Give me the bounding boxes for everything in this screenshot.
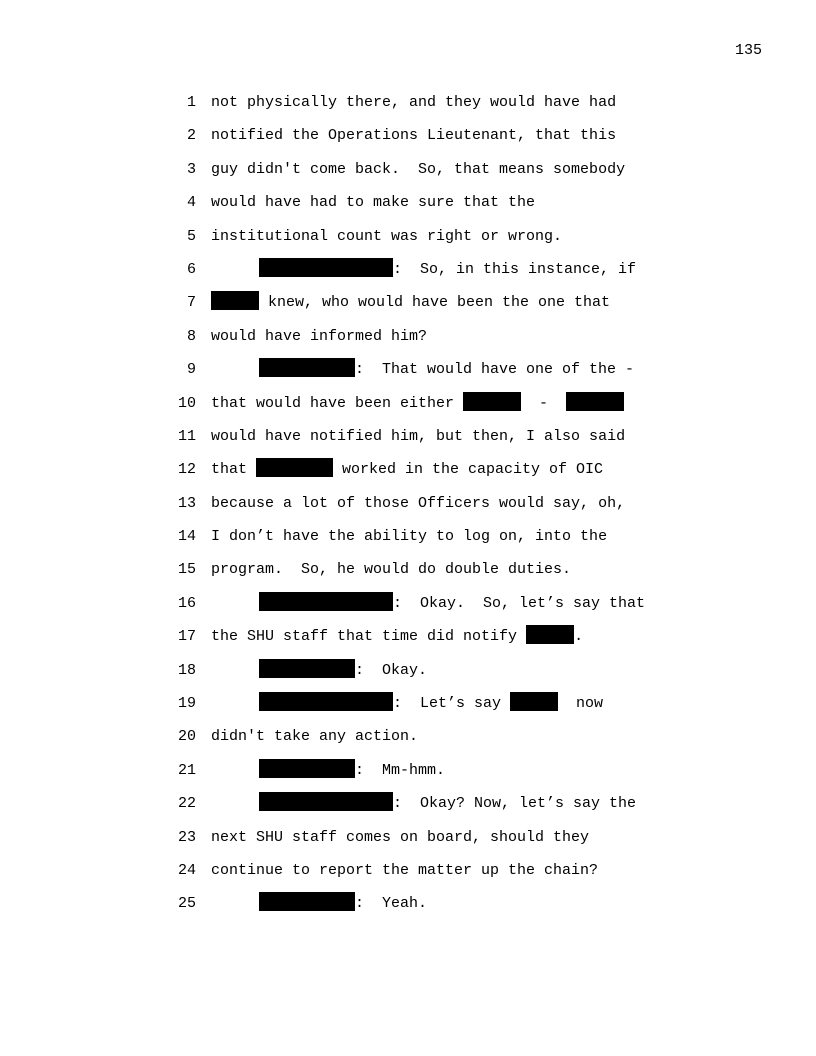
- line-text: [211, 290, 610, 316]
- line-number: 25: [177, 895, 196, 913]
- line-text: [211, 391, 624, 417]
- transcript-line: [0, 524, 816, 557]
- line-text: [211, 624, 583, 650]
- line-number: 21: [177, 761, 196, 779]
- text-segment: next SHU staff comes on board, should they: [211, 828, 590, 846]
- page-number: 135: [734, 42, 762, 59]
- transcript-line: [0, 457, 816, 490]
- redaction-box: [566, 392, 624, 411]
- text-segment: didn't take any action.: [211, 728, 419, 746]
- transcript-line: [0, 357, 816, 390]
- text-segment: because a lot of those Officers would say, oh,: [211, 494, 626, 512]
- text-segment: would have had to make sure that the: [211, 194, 536, 212]
- line-number: 11: [177, 427, 196, 445]
- transcript-line: [0, 624, 816, 657]
- text-segment: guy didn't come back. So, that means somebody: [211, 160, 626, 178]
- transcript-line: [0, 891, 816, 924]
- transcript-line: [0, 658, 816, 691]
- transcript-line: [0, 557, 816, 590]
- redaction-box: [259, 592, 393, 611]
- line-text: [211, 491, 625, 517]
- transcript-line: [0, 224, 816, 257]
- line-text: [211, 424, 625, 450]
- line-text: [259, 257, 636, 283]
- line-number: 12: [177, 461, 196, 479]
- line-number: 2: [186, 127, 196, 145]
- transcript-body: [0, 90, 816, 925]
- line-number: 1: [186, 94, 196, 111]
- line-number: 19: [177, 695, 196, 713]
- text-segment: the SHU staff that time did notify: [211, 628, 527, 646]
- line-text: [211, 157, 625, 183]
- redaction-box: [510, 692, 558, 711]
- line-text: [211, 90, 616, 116]
- redaction-box: [526, 625, 574, 644]
- text-segment: program. So, he would do double duties.: [211, 561, 572, 579]
- text-segment: worked in the capacity of OIC: [333, 461, 604, 479]
- transcript-line: [0, 90, 816, 123]
- text-segment: institutional count was right or wrong.: [211, 227, 563, 245]
- transcript-line: [0, 290, 816, 323]
- text-segment: now: [558, 695, 604, 713]
- line-text: [211, 724, 418, 750]
- line-number: 15: [177, 561, 196, 579]
- line-number: 10: [177, 394, 196, 412]
- redaction-box: [211, 291, 259, 310]
- line-number: 3: [186, 160, 196, 178]
- transcript-line: [0, 391, 816, 424]
- line-text: [211, 858, 598, 884]
- transcript-line: [0, 324, 816, 357]
- transcript-line: [0, 190, 816, 223]
- line-number: 22: [177, 795, 196, 813]
- line-number: 14: [177, 528, 196, 546]
- transcript-line: [0, 791, 816, 824]
- transcript-line: [0, 691, 816, 724]
- text-segment: : So, in this instance, if: [393, 260, 637, 278]
- text-segment: knew, who would have been the one that: [259, 294, 611, 312]
- transcript-line: [0, 257, 816, 290]
- text-segment: : Mm-hmm.: [355, 761, 446, 779]
- transcript-line: [0, 491, 816, 524]
- text-segment: that would have been either: [211, 394, 464, 412]
- line-number: 4: [186, 194, 196, 212]
- transcript-line: [0, 591, 816, 624]
- transcript-line: [0, 724, 816, 757]
- line-text: [259, 891, 427, 917]
- line-number: 20: [177, 728, 196, 746]
- text-segment: that: [211, 461, 257, 479]
- line-number: 7: [186, 294, 196, 312]
- transcript-line: [0, 424, 816, 457]
- redaction-box: [463, 392, 521, 411]
- line-text: [259, 791, 636, 817]
- redaction-box: [259, 659, 355, 678]
- transcript-line: [0, 825, 816, 858]
- line-number: 5: [186, 227, 196, 245]
- line-text: [211, 524, 607, 550]
- text-segment: : Okay. So, let’s say that: [393, 594, 646, 612]
- text-segment: .: [574, 628, 584, 646]
- text-segment: I don’t have the ability to log on, into the: [211, 528, 608, 546]
- line-text: [259, 658, 427, 684]
- line-number: 13: [177, 494, 196, 512]
- text-segment: would have informed him?: [211, 327, 428, 345]
- line-text: [211, 123, 616, 149]
- line-text: [211, 557, 571, 583]
- redaction-box: [259, 759, 355, 778]
- line-number: 8: [186, 327, 196, 345]
- line-text: [259, 591, 645, 617]
- transcript-line: [0, 858, 816, 891]
- line-number: 6: [186, 260, 196, 278]
- line-text: [259, 357, 634, 383]
- text-segment: : Let’s say: [393, 695, 511, 713]
- text-segment: continue to report the matter up the chain?: [211, 861, 599, 879]
- line-text: [211, 224, 562, 250]
- line-text: [211, 825, 589, 851]
- redaction-box: [256, 458, 333, 477]
- transcript-line: [0, 123, 816, 156]
- text-segment: : Okay.: [355, 661, 428, 679]
- transcript-line: [0, 157, 816, 190]
- line-text: [211, 324, 427, 350]
- redaction-box: [259, 692, 393, 711]
- line-text: [211, 457, 603, 483]
- text-segment: : That would have one of the -: [355, 361, 635, 379]
- line-number: 18: [177, 661, 196, 679]
- line-number: 23: [177, 828, 196, 846]
- text-segment: notified the Operations Lieutenant, that this: [211, 127, 617, 145]
- line-number: 9: [186, 361, 196, 379]
- redaction-box: [259, 792, 393, 811]
- text-segment: not physically there, and they would have had: [211, 94, 617, 111]
- transcript-line: [0, 758, 816, 791]
- redaction-box: [259, 892, 355, 911]
- line-number: 17: [177, 628, 196, 646]
- text-segment: -: [521, 394, 567, 412]
- text-segment: would have notified him, but then, I also said: [211, 427, 626, 445]
- line-text: [259, 758, 445, 784]
- line-text: [259, 691, 603, 717]
- redaction-box: [259, 358, 355, 377]
- line-text: [211, 190, 535, 216]
- text-segment: : Okay? Now, let’s say the: [393, 795, 637, 813]
- line-number: 16: [177, 594, 196, 612]
- text-segment: : Yeah.: [355, 895, 428, 913]
- line-number: 24: [177, 861, 196, 879]
- redaction-box: [259, 258, 393, 277]
